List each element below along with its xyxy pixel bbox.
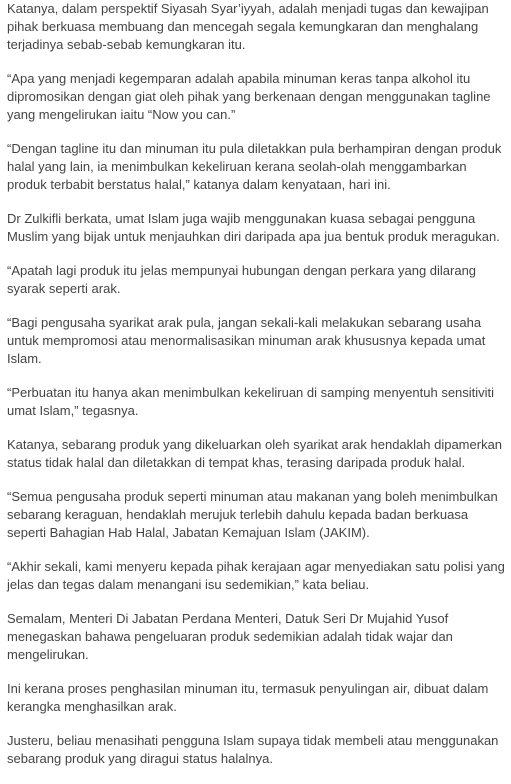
article-paragraph: “Dengan tagline itu dan minuman itu pula diletakkan pula berhampiran dengan produk halal yang lain, ia menimbulkan kekeliruan kerana seolah-olah menggambarkan produk terbabit berstatus halal,” katanya dalam kenyataan, hari ini. <box>7 141 502 192</box>
article-paragraph: Katanya, dalam perspektif Siyasah Syar’iyyah, adalah menjadi tugas dan kewajipan pihak berkuasa membuang dan mencegah segala kemungkaran dan menghalang terjadinya sebab-sebab kemungkaran itu. <box>7 1 489 52</box>
article-paragraph: “Semua pengusaha produk seperti minuman atau makanan yang boleh menimbulkan sebarang keraguan, hendaklah merujuk terlebih dahulu kepada badan berkuasa seperti Bahagian Hab Halal, Jabatan Kemajuan Islam (JAKIM). <box>7 489 498 540</box>
article-paragraph: “Akhir sekali, kami menyeru kepada pihak kerajaan agar menyediakan satu polisi yang jelas dan tegas dalam menangani isu sedemikian,” kata beliau. <box>7 559 505 592</box>
article-paragraph: Katanya, sebarang produk yang dikeluarkan oleh syarikat arak hendaklah dipamerkan status tidak halal dan diletakkan di tempat khas, terasing daripada produk halal. <box>7 437 503 470</box>
article-paragraph: “Apatah lagi produk itu jelas mempunyai hubungan dengan perkara yang dilarang syarak seperti arak. <box>7 263 477 296</box>
article-paragraph: Semalam, Menteri Di Jabatan Perdana Menteri, Datuk Seri Dr Mujahid Yusof menegaskan bahawa pengeluaran produk sedemikian adalah tidak wajar dan mengelirukan. <box>7 611 453 662</box>
article-paragraph: Ini kerana proses penghasilan minuman itu, termasuk penyulingan air, dibuat dalam kerangka menghasilkan arak. <box>7 681 489 714</box>
article-paragraph: Dr Zulkifli berkata, umat Islam juga wajib menggunakan kuasa sebagai pengguna Muslim yang bijak untuk menjauhkan diri daripada apa jua bentuk produk meragukan. <box>7 211 500 244</box>
article-paragraph: Justeru, beliau menasihati pengguna Islam supaya tidak membeli atau menggunakan sebarang produk yang diragui status halalnya. <box>7 733 499 766</box>
article-paragraph: “Bagi pengusaha syarikat arak pula, jangan sekali-kali melakukan sebarang usaha untuk mempromosi atau menormalisasikan minuman arak khususnya kepada umat Islam. <box>7 315 486 366</box>
article-paragraph: “Apa yang menjadi kegemparan adalah apabila minuman keras tanpa alkohol itu dipromosikan dengan giat oleh pihak yang berkenaan dengan menggunakan tagline yang mengelirukan iaitu “Now you can.” <box>7 71 491 122</box>
article-body <box>7 0 507 784</box>
article-paragraph: “Perbuatan itu hanya akan menimbulkan kekeliruan di samping menyentuh sensitiviti umat Islam,” tegasnya. <box>7 385 495 418</box>
